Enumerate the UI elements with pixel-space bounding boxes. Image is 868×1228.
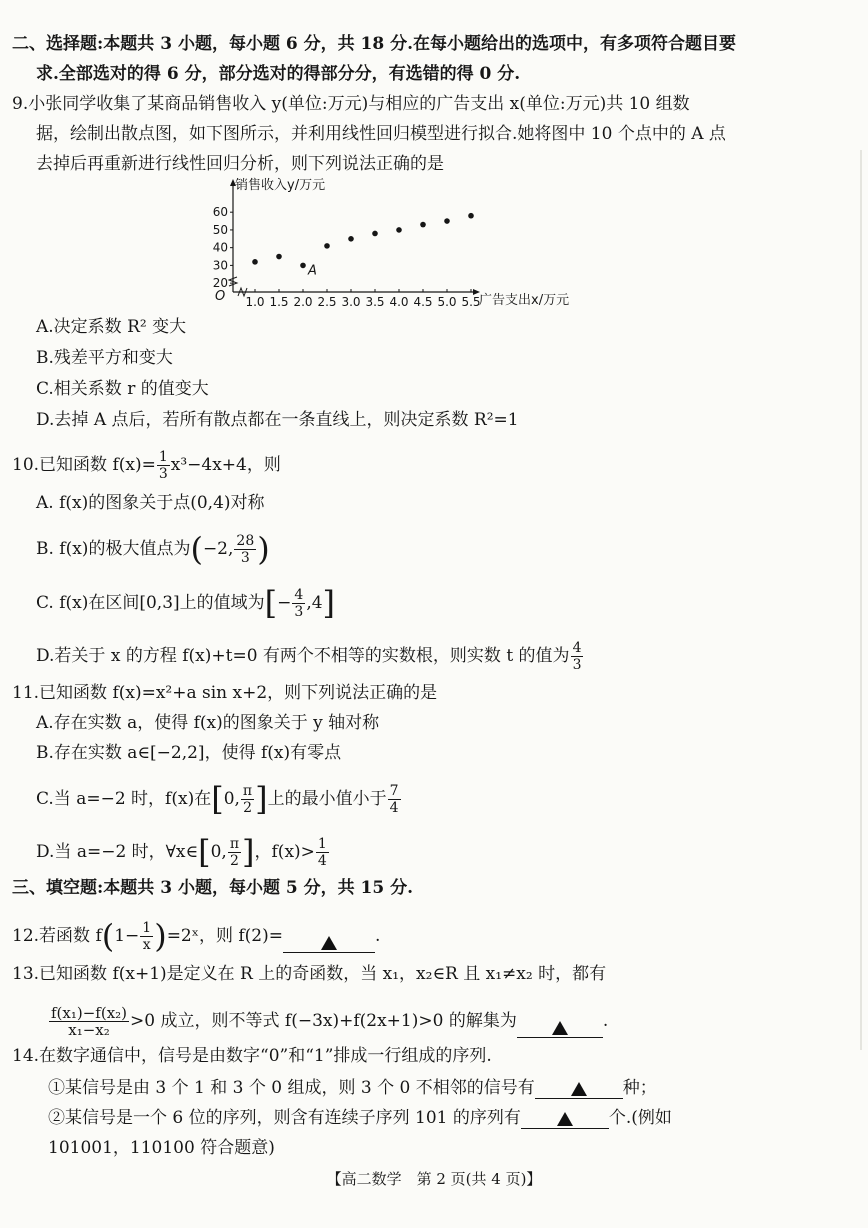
triangle-icon bbox=[557, 1112, 573, 1126]
fraction: $\frac{1}{x}$ bbox=[142, 920, 152, 953]
origin-label: O bbox=[215, 289, 226, 304]
q13-stem-line2: $\frac{\text{f(x₁)−f(x₂)}}{\text{x₁−x₂}}$ >0 成立，则不等式 f(−3x)+f(2x+1)>0 的解集为 . bbox=[51, 1004, 609, 1039]
q9-option-a: A.决定系数 R² 变大 bbox=[36, 317, 187, 337]
fraction: $\frac{\pi}{2}$ bbox=[229, 836, 240, 869]
y-tick-label: 50 bbox=[212, 222, 228, 237]
q10-option-a: A. f(x)的图象关于点(0,4)对称 bbox=[36, 493, 265, 513]
data-point bbox=[468, 213, 474, 219]
x-tick-label: 4.0 bbox=[389, 295, 409, 309]
y-tick-labels bbox=[213, 205, 233, 290]
triangle-icon bbox=[321, 936, 337, 950]
q9-stem-line1: 9.小张同学收集了某商品销售收入 y(单位:万元)与相应的广告支出 x(单位:万元)共 10 组数 bbox=[12, 94, 690, 114]
data-point bbox=[252, 259, 258, 265]
x-tick-label: 2.5 bbox=[317, 295, 337, 309]
q14-stem-line1: 14.在数字通信中，信号是由数字“0”和“1”排成一行组成的序列. bbox=[12, 1046, 492, 1066]
section2-instruction-line2: 求.全部选对的得 6 分，部分选对的得部分分，有选错的得 0 分. bbox=[36, 64, 521, 84]
x-tick-label: 2.0 bbox=[293, 295, 313, 309]
q14-stem-line3: ②某信号是一个 6 位的序列，则含有连续子序列 101 的序列有 个.(例如 bbox=[48, 1108, 672, 1128]
fraction: $\frac{1}{3}$ bbox=[158, 449, 168, 482]
section2-instruction-line1: 二、选择题:本题共 3 小题，每小题 6 分，共 18 分.在每小题给出的选项中，有多项符合题目要 bbox=[12, 34, 737, 54]
fraction: $\frac{28}{3}$ bbox=[236, 533, 255, 566]
fraction: $\frac{4}{3}$ bbox=[572, 640, 582, 673]
data-point bbox=[372, 231, 378, 237]
q9-stem-line2: 据，绘制出散点图，如下图所示，并利用线性回归模型进行拟合.她将图中 10 个点中的 A 点 bbox=[36, 124, 726, 144]
fraction: $\frac{4}{3}$ bbox=[294, 587, 304, 620]
q9-option-d: D.去掉 A 点后，若所有散点都在一条直线上，则决定系数 R²=1 bbox=[36, 410, 519, 430]
x-tick-label: 5.5 bbox=[461, 295, 481, 309]
triangle-icon bbox=[571, 1082, 587, 1096]
answer-blank[interactable] bbox=[535, 1078, 623, 1099]
scan-shadow bbox=[860, 150, 862, 1050]
y-tick-label: 30 bbox=[212, 258, 228, 273]
y-axis-label: 销售收入y/万元 bbox=[235, 178, 326, 193]
answer-blank[interactable] bbox=[521, 1108, 609, 1129]
fraction: $\frac{7}{4}$ bbox=[389, 783, 399, 816]
q10-option-b: B. f(x)的极大值点为(−2, $\frac{28}{3}$ ) bbox=[36, 530, 270, 568]
data-point bbox=[348, 236, 354, 242]
q10-option-c: C. f(x)在区间[0,3]上的值域为[− $\frac{4}{3}$ ,4] bbox=[36, 584, 336, 622]
fraction: $\frac{1}{4}$ bbox=[317, 836, 327, 869]
q10-stem: 10.已知函数 f(x)= $\frac{1}{3}$ x³−4x+4，则 bbox=[12, 449, 281, 482]
triangle-icon bbox=[552, 1021, 568, 1035]
data-points bbox=[252, 213, 474, 278]
x-axis-label: 广告支出x/万元 bbox=[479, 293, 570, 308]
data-point bbox=[300, 263, 306, 269]
y-tick-label: 40 bbox=[212, 240, 228, 255]
data-point bbox=[420, 222, 426, 228]
section3-instruction: 三、填空题:本题共 3 小题，每小题 5 分，共 15 分. bbox=[12, 878, 414, 898]
q11-option-d: D.当 a=−2 时，∀x∈[0, $\frac{\pi}{2}$ ]，f(x)> $\frac{1}{4}$ bbox=[36, 833, 327, 871]
q12-stem: 12.若函数 f(1− $\frac{1}{x}$ )=2ˣ，则 f(2)= . bbox=[12, 917, 381, 955]
x-tick-label: 3.0 bbox=[341, 295, 361, 309]
point-label: A bbox=[308, 263, 317, 279]
scatter-plot bbox=[205, 176, 595, 316]
data-point bbox=[396, 227, 402, 233]
q9-option-c: C.相关系数 r 的值变大 bbox=[36, 379, 209, 399]
x-tick-label: 5.0 bbox=[437, 295, 457, 309]
fraction: $\frac{\pi}{2}$ bbox=[242, 783, 253, 816]
q9-stem-line3: 去掉后再重新进行线性回归分析，则下列说法正确的是 bbox=[36, 154, 444, 174]
fraction: $\frac{\text{f(x₁)−f(x₂)}}{\text{x₁−x₂}}$ bbox=[51, 1004, 128, 1039]
q11-option-a: A.存在实数 a，使得 f(x)的图象关于 y 轴对称 bbox=[36, 713, 380, 733]
q9-option-b: B.残差平方和变大 bbox=[36, 348, 173, 368]
y-axis-break-icon bbox=[229, 277, 237, 286]
y-tick-label: 60 bbox=[212, 205, 228, 220]
data-point bbox=[276, 254, 282, 260]
x-tick-label: 1.0 bbox=[245, 295, 265, 309]
chart-axes bbox=[229, 179, 480, 296]
q11-option-c: C.当 a=−2 时，f(x)在[0, $\frac{\pi}{2}$ ]上的最小值小于 $\frac{7}{4}$ bbox=[36, 780, 399, 818]
q14-stem-line4: 101001，110100 符合题意) bbox=[48, 1138, 275, 1158]
q13-stem-line1: 13.已知函数 f(x+1)是定义在 R 上的奇函数，当 x₁，x₂∈R 且 x₁≠x₂ 时，都有 bbox=[12, 964, 607, 984]
q10-option-d: D.若关于 x 的方程 f(x)+t=0 有两个不相等的实数根，则实数 t 的值为 $\frac{4}{3}$ bbox=[36, 640, 582, 673]
x-tick-label: 1.5 bbox=[269, 295, 289, 309]
q11-option-b: B.存在实数 a∈[−2,2]，使得 f(x)有零点 bbox=[36, 743, 342, 763]
q14-stem-line2: ①某信号是由 3 个 1 和 3 个 0 组成，则 3 个 0 不相邻的信号有 种； bbox=[48, 1078, 657, 1098]
y-tick-label: 20 bbox=[212, 276, 228, 291]
data-point bbox=[444, 218, 450, 224]
q11-stem: 11.已知函数 f(x)=x²+a sin x+2，则下列说法正确的是 bbox=[12, 683, 438, 703]
x-tick-label: 3.5 bbox=[365, 295, 385, 309]
page-footer: 【高二数学 第 2 页(共 4 页)】 bbox=[326, 1170, 542, 1188]
answer-blank[interactable] bbox=[517, 1017, 603, 1038]
data-point bbox=[324, 243, 330, 249]
answer-blank[interactable] bbox=[283, 932, 375, 953]
x-tick-label: 4.5 bbox=[413, 295, 433, 309]
